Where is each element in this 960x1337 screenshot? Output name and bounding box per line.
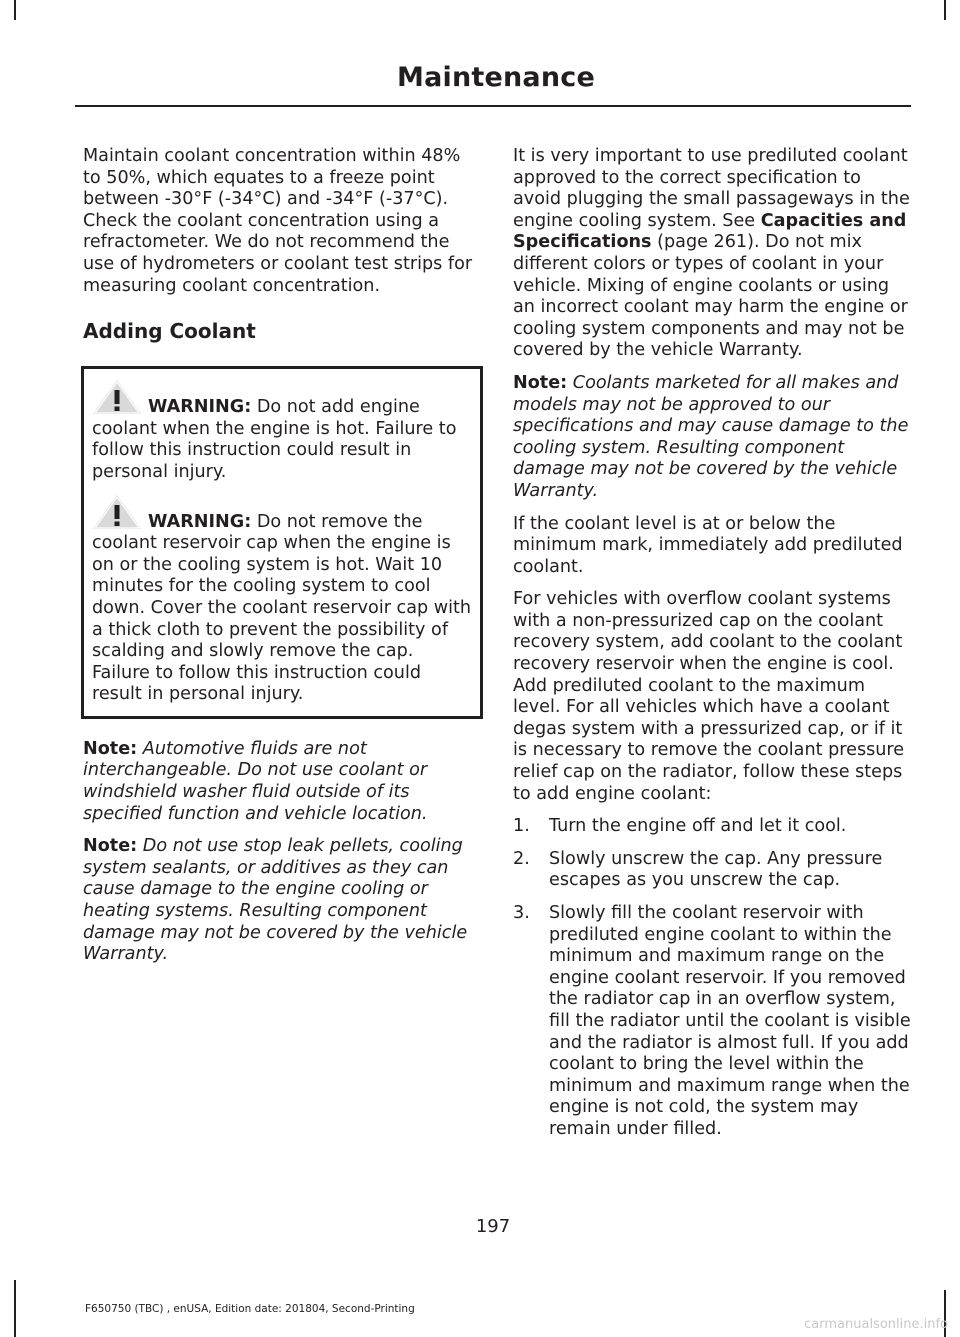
note-label: Note:	[83, 738, 138, 759]
crop-mark	[944, 0, 946, 20]
left-column	[83, 146, 479, 977]
intro-paragraph: Maintain coolant concentration within 48% to 50%, which equates to a freeze point between -30°F (-34°C) and -34°F (-37°C). Check the coolant concentration using a refractometer. We do not recommend the use of hydrometers or coolant test strips for measuring coolant concentration.	[83, 146, 473, 296]
body-paragraph: If the coolant level is at or below the minimum mark, immediately add prediluted coolant.	[513, 513, 903, 577]
paragraph-text: It is very important to use prediluted coolant approved to the correct specification to avoid plugging the small passageways in the engine cooling system. See	[513, 146, 910, 231]
edition-footer: F650750 (TBC) , enUSA, Edition date: 201804, Second-Printing	[85, 1303, 415, 1315]
list-item	[513, 849, 911, 892]
step-text: Turn the engine off and let it cool.	[549, 816, 847, 837]
crop-mark	[14, 0, 16, 20]
warning-item	[92, 379, 473, 483]
crop-mark	[14, 1280, 16, 1337]
list-item	[513, 903, 911, 1141]
body-paragraph	[513, 146, 911, 362]
note-label: Note:	[83, 836, 138, 857]
note-paragraph	[513, 373, 911, 503]
body-paragraph: For vehicles with overflow coolant systems with a non-pressurized cap on the coolant recovery system, add coolant to the coolant recovery reservoir when the engine is cool. Add prediluted coolant to the maximum level. For all vehicles which have a coolant degas system with a pressurized cap, or if it is necessary to remove the coolant pressure relief cap on the radiator, follow these steps to add engine coolant:	[513, 589, 905, 804]
right-column	[513, 146, 911, 1152]
cross-reference-link[interactable]: Capacities and Specifications	[513, 210, 907, 253]
step-number: 3.	[513, 903, 530, 923]
warning-triangle-icon	[92, 494, 142, 530]
warning-box	[81, 366, 483, 719]
warning-label: WARNING:	[148, 397, 252, 418]
note-paragraph	[83, 739, 479, 825]
note-label: Note:	[513, 372, 568, 393]
note-text: Do not use stop leak pellets, cooling system sealants, or additives as they can cause damage to the engine cooling or heating systems. Resulting component damage may not be covered by the vehicle Warranty.	[83, 836, 468, 965]
header-rule	[75, 105, 911, 107]
warning-label: WARNING:	[148, 511, 252, 532]
page-title: Maintenance	[397, 62, 595, 93]
warning-text: Do not remove the coolant reservoir cap when the engine is on or the cooling system is hot. Wait 10 minutes for the cooling system to cool down. Cover the coolant reservoir cap with a thick cloth to prevent the possibility of scalding and slowly remove the cap. Failure to follow this instruction could result in personal injury.	[92, 511, 472, 705]
step-text: Slowly fill the coolant reservoir with prediluted engine coolant to within the minimum and maximum range on the engine coolant reservoir. If you removed the radiator cap in an overflow system, fill the radiator until the coolant is visible and the radiator is almost full. If you add coolant to bring the level within the minimum and maximum range when the engine is not cold, the system may remain under filled.	[549, 903, 911, 1139]
steps-list	[513, 816, 911, 1140]
note-paragraph	[83, 836, 479, 966]
step-number: 1.	[513, 816, 530, 837]
note-text: Coolants marketed for all makes and models may not be approved to our specifications and may cause damage to the cooling system. Resulting component damage may not be covered by the vehicle Warranty.	[513, 372, 909, 501]
paragraph-text: (page 261). Do not mix different colors or types of coolant in your vehicle. Mixing of engine coolants or using an incorrect coolant may harm the engine or cooling system components and may not be covered by the vehicle Warranty.	[513, 232, 908, 361]
watermark: carmanualsonline.info	[804, 1317, 948, 1332]
warning-text: Do not add engine coolant when the engine is hot. Failure to follow this instruction could result in personal injury.	[92, 397, 457, 482]
warning-item	[92, 494, 473, 706]
step-number: 2.	[513, 848, 530, 869]
step-text: Slowly unscrew the cap. Any pressure escapes as you unscrew the cap.	[549, 848, 883, 891]
section-heading: Adding Coolant	[83, 319, 256, 344]
list-item	[513, 816, 911, 838]
page-number: 197	[475, 1216, 511, 1237]
warning-triangle-icon	[92, 379, 142, 415]
note-text: Automotive fluids are not interchangeable. Do not use coolant or windshield washer fluid outside of its specified function and vehicle location.	[83, 738, 428, 824]
